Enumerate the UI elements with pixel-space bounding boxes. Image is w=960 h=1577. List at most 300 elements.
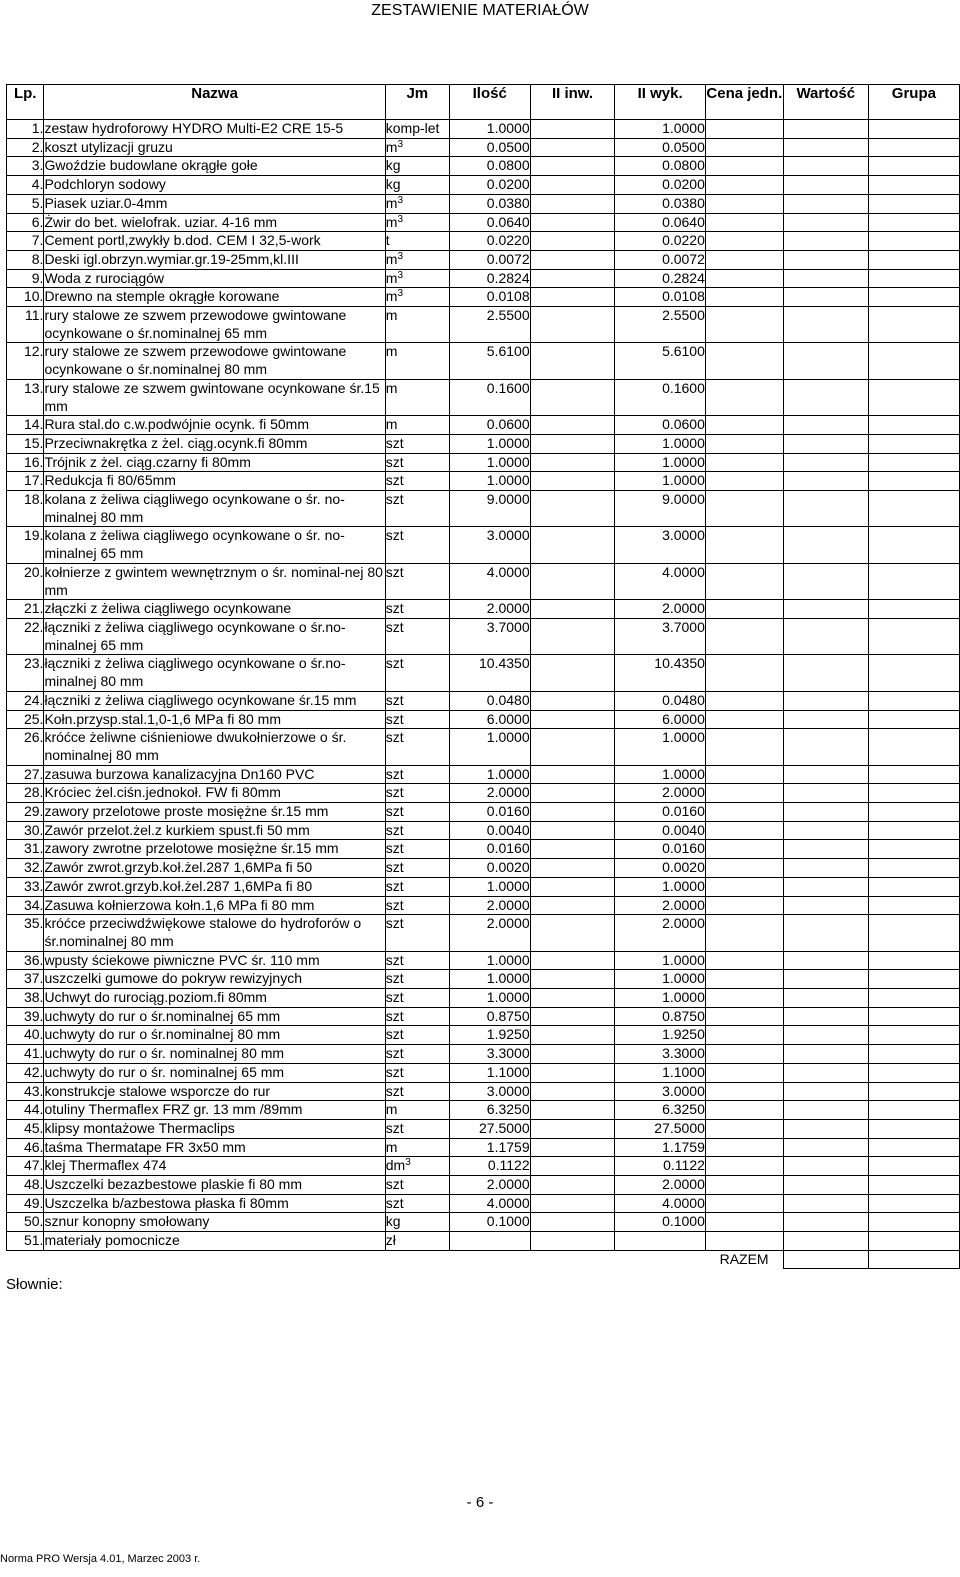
row-value — [783, 989, 868, 1008]
table-row — [7, 915, 960, 951]
table-row — [7, 655, 960, 691]
row-inw — [530, 307, 615, 343]
row-unit: $m^3$ — [385, 288, 449, 307]
total-empty-cell — [615, 1250, 705, 1268]
row-name: otuliny Thermaflex FRZ gr. 13 mm /89mm — [44, 1101, 385, 1120]
row-inw — [530, 896, 615, 915]
row-wyk: 6.3250 — [615, 1101, 705, 1120]
row-qty: 6.3250 — [449, 1101, 530, 1120]
row-price — [705, 840, 783, 859]
row-lp: 21. — [7, 600, 44, 619]
row-unit: kg — [385, 157, 449, 176]
row-group — [868, 1213, 959, 1232]
row-unit: szt — [385, 803, 449, 822]
row-group — [868, 527, 959, 563]
row-wyk: 0.0108 — [615, 288, 705, 307]
row-unit: m — [385, 416, 449, 435]
row-value — [783, 710, 868, 729]
row-value — [783, 434, 868, 453]
row-unit: szt — [385, 840, 449, 859]
row-group — [868, 120, 959, 139]
row-value — [783, 1176, 868, 1195]
row-value — [783, 138, 868, 157]
table-row — [7, 1138, 960, 1157]
row-inw — [530, 691, 615, 710]
row-value — [783, 691, 868, 710]
row-lp: 30. — [7, 821, 44, 840]
row-inw — [530, 1119, 615, 1138]
row-name: Kołn.przysp.stal.1,0-1,6 MPa fi 80 mm — [44, 710, 385, 729]
row-wyk: 0.0160 — [615, 840, 705, 859]
row-wyk: 2.5500 — [615, 307, 705, 343]
row-inw — [530, 784, 615, 803]
row-group — [868, 915, 959, 951]
row-unit: szt — [385, 821, 449, 840]
row-value — [783, 1232, 868, 1251]
row-qty — [449, 1232, 530, 1251]
row-value — [783, 343, 868, 379]
row-unit: szt — [385, 655, 449, 691]
row-qty: 9.0000 — [449, 491, 530, 527]
row-unit: kg — [385, 1213, 449, 1232]
row-value — [783, 307, 868, 343]
header-value: Wartość — [783, 85, 868, 120]
row-lp: 6. — [7, 213, 44, 232]
table-row — [7, 288, 960, 307]
table-row — [7, 840, 960, 859]
row-lp: 16. — [7, 453, 44, 472]
row-value — [783, 269, 868, 288]
row-wyk: 0.0220 — [615, 232, 705, 251]
row-price — [705, 1138, 783, 1157]
row-wyk: 1.0000 — [615, 877, 705, 896]
row-wyk: 5.6100 — [615, 343, 705, 379]
total-row — [7, 1250, 960, 1268]
row-group — [868, 250, 959, 269]
row-price — [705, 416, 783, 435]
table-row — [7, 416, 960, 435]
row-lp: 23. — [7, 655, 44, 691]
row-group — [868, 1194, 959, 1213]
row-wyk: 2.0000 — [615, 915, 705, 951]
row-value — [783, 1007, 868, 1026]
row-lp: 34. — [7, 896, 44, 915]
row-qty: 0.0020 — [449, 859, 530, 878]
row-value — [783, 120, 868, 139]
row-inw — [530, 1138, 615, 1157]
row-price — [705, 655, 783, 691]
row-inw — [530, 416, 615, 435]
row-name: koszt utylizacji gruzu — [44, 138, 385, 157]
table-row — [7, 691, 960, 710]
row-qty: 27.5000 — [449, 1119, 530, 1138]
row-price — [705, 1194, 783, 1213]
row-inw — [530, 157, 615, 176]
row-unit: szt — [385, 970, 449, 989]
row-qty: 1.0000 — [449, 877, 530, 896]
row-unit: $m^3$ — [385, 194, 449, 213]
row-lp: 42. — [7, 1063, 44, 1082]
row-wyk: 0.1000 — [615, 1213, 705, 1232]
row-lp: 33. — [7, 877, 44, 896]
row-unit: m — [385, 307, 449, 343]
row-unit: szt — [385, 877, 449, 896]
row-wyk: 2.0000 — [615, 896, 705, 915]
row-group — [868, 434, 959, 453]
row-group — [868, 563, 959, 599]
row-unit: szt — [385, 784, 449, 803]
table-row — [7, 269, 960, 288]
row-price — [705, 288, 783, 307]
row-wyk: 0.1122 — [615, 1157, 705, 1176]
row-lp: 48. — [7, 1176, 44, 1195]
row-qty: 0.0220 — [449, 232, 530, 251]
total-empty-cell — [44, 1250, 385, 1268]
row-lp: 2. — [7, 138, 44, 157]
row-lp: 36. — [7, 951, 44, 970]
row-unit: szt — [385, 765, 449, 784]
row-inw — [530, 1176, 615, 1195]
row-inw — [530, 970, 615, 989]
table-row — [7, 213, 960, 232]
row-qty: 0.0160 — [449, 803, 530, 822]
row-price — [705, 434, 783, 453]
row-lp: 9. — [7, 269, 44, 288]
row-price — [705, 970, 783, 989]
row-unit: m — [385, 343, 449, 379]
row-unit: szt — [385, 1007, 449, 1026]
row-value — [783, 784, 868, 803]
row-lp: 32. — [7, 859, 44, 878]
row-group — [868, 157, 959, 176]
row-value — [783, 1101, 868, 1120]
row-lp: 26. — [7, 729, 44, 765]
row-value — [783, 618, 868, 654]
row-group — [868, 784, 959, 803]
table-row — [7, 138, 960, 157]
table-row — [7, 1082, 960, 1101]
row-price — [705, 784, 783, 803]
row-value — [783, 250, 868, 269]
row-qty: 1.1000 — [449, 1063, 530, 1082]
row-inw — [530, 821, 615, 840]
row-value — [783, 877, 868, 896]
row-lp: 28. — [7, 784, 44, 803]
row-name: taśma Thermatape FR 3x50 mm — [44, 1138, 385, 1157]
row-wyk: 0.0380 — [615, 194, 705, 213]
row-group — [868, 691, 959, 710]
row-wyk: 0.0072 — [615, 250, 705, 269]
row-value — [783, 288, 868, 307]
row-price — [705, 951, 783, 970]
row-name: zasuwa burzowa kanalizacyjna Dn160 PVC — [44, 765, 385, 784]
razem-label: RAZEM — [719, 1250, 769, 1267]
row-lp: 37. — [7, 970, 44, 989]
row-lp: 44. — [7, 1101, 44, 1120]
row-group — [868, 1063, 959, 1082]
row-value — [783, 491, 868, 527]
row-lp: 45. — [7, 1119, 44, 1138]
row-qty: 3.3000 — [449, 1045, 530, 1064]
row-unit: komp-let — [385, 120, 449, 139]
header-inw: II inw. — [530, 85, 615, 120]
row-value — [783, 379, 868, 415]
total-empty-cell — [449, 1250, 530, 1268]
row-group — [868, 269, 959, 288]
table-row — [7, 379, 960, 415]
row-price — [705, 729, 783, 765]
row-inw — [530, 1082, 615, 1101]
row-name: uchwyty do rur o śr. nominalnej 80 mm — [44, 1045, 385, 1064]
row-qty: 0.1122 — [449, 1157, 530, 1176]
row-unit: szt — [385, 527, 449, 563]
row-wyk: 4.0000 — [615, 1194, 705, 1213]
software-footer: Norma PRO Wersja 4.01, Marzec 2003 r. — [0, 1553, 201, 1565]
row-price — [705, 1063, 783, 1082]
table-row — [7, 307, 960, 343]
row-inw — [530, 989, 615, 1008]
row-qty: 10.4350 — [449, 655, 530, 691]
row-lp: 46. — [7, 1138, 44, 1157]
row-group — [868, 896, 959, 915]
row-value — [783, 194, 868, 213]
row-name: Rura stal.do c.w.podwójnie ocynk. fi 50mm — [44, 416, 385, 435]
table-row — [7, 491, 960, 527]
row-qty: 0.1000 — [449, 1213, 530, 1232]
row-name: wpusty ściekowe piwniczne PVC śr. 110 mm — [44, 951, 385, 970]
row-name: uchwyty do rur o śr. nominalnej 65 mm — [44, 1063, 385, 1082]
row-value — [783, 472, 868, 491]
row-name: Przeciwnakrętka z żel. ciąg.ocynk.fi 80mm — [44, 434, 385, 453]
row-wyk: 1.0000 — [615, 729, 705, 765]
row-value — [783, 896, 868, 915]
row-value — [783, 527, 868, 563]
row-lp: 14. — [7, 416, 44, 435]
row-group — [868, 1007, 959, 1026]
row-value — [783, 655, 868, 691]
row-inw — [530, 1026, 615, 1045]
row-qty: 1.0000 — [449, 453, 530, 472]
row-value — [783, 1063, 868, 1082]
row-price — [705, 1026, 783, 1045]
row-value — [783, 840, 868, 859]
row-name: Piasek uziar.0-4mm — [44, 194, 385, 213]
total-group — [868, 1250, 959, 1268]
row-qty: 1.1759 — [449, 1138, 530, 1157]
row-unit: szt — [385, 989, 449, 1008]
row-inw — [530, 915, 615, 951]
row-qty: 0.8750 — [449, 1007, 530, 1026]
row-group — [868, 343, 959, 379]
row-name: złączki z żeliwa ciągliwego ocynkowane — [44, 600, 385, 619]
row-qty: 4.0000 — [449, 563, 530, 599]
row-price — [705, 1101, 783, 1120]
row-unit: szt — [385, 951, 449, 970]
row-group — [868, 655, 959, 691]
row-price — [705, 213, 783, 232]
row-unit: $m^3$ — [385, 138, 449, 157]
row-value — [783, 176, 868, 195]
row-name: uchwyty do rur o śr.nominalnej 65 mm — [44, 1007, 385, 1026]
row-group — [868, 288, 959, 307]
row-qty: 0.0040 — [449, 821, 530, 840]
row-value — [783, 157, 868, 176]
row-price — [705, 859, 783, 878]
row-name: Króciec żel.ciśn.jednokoł. FW fi 80mm — [44, 784, 385, 803]
row-wyk: 1.0000 — [615, 434, 705, 453]
row-inw — [530, 194, 615, 213]
row-qty: 2.0000 — [449, 600, 530, 619]
row-price — [705, 1176, 783, 1195]
row-lp: 13. — [7, 379, 44, 415]
row-lp: 29. — [7, 803, 44, 822]
row-name: Zawór przelot.żel.z kurkiem spust.fi 50 mm — [44, 821, 385, 840]
row-unit: $m^3$ — [385, 269, 449, 288]
table-row — [7, 176, 960, 195]
row-lp: 39. — [7, 1007, 44, 1026]
table-row — [7, 194, 960, 213]
row-value — [783, 1119, 868, 1138]
row-unit: zł — [385, 1232, 449, 1251]
table-row — [7, 1194, 960, 1213]
row-value — [783, 765, 868, 784]
row-qty: 1.0000 — [449, 729, 530, 765]
row-lp: 19. — [7, 527, 44, 563]
row-inw — [530, 765, 615, 784]
row-wyk: 0.0040 — [615, 821, 705, 840]
row-name: Zawór zwrot.grzyb.koł.żel.287 1,6MPa fi 50 — [44, 859, 385, 878]
row-price — [705, 803, 783, 822]
row-unit: szt — [385, 1063, 449, 1082]
row-group — [868, 1082, 959, 1101]
row-qty: 1.0000 — [449, 472, 530, 491]
row-name: zawory przelotowe proste mosiężne śr.15 mm — [44, 803, 385, 822]
total-value — [783, 1250, 868, 1268]
row-value — [783, 729, 868, 765]
row-inw — [530, 1213, 615, 1232]
table-row — [7, 232, 960, 251]
row-group — [868, 840, 959, 859]
row-qty: 1.0000 — [449, 951, 530, 970]
row-name: kołnierze z gwintem wewnętrznym o śr. nominal-nej 80 mm — [44, 563, 385, 599]
row-qty: 0.0600 — [449, 416, 530, 435]
row-qty: 0.0640 — [449, 213, 530, 232]
row-lp: 12. — [7, 343, 44, 379]
row-name: Żwir do bet. wielofrak. uziar. 4-16 mm — [44, 213, 385, 232]
row-wyk: 0.0800 — [615, 157, 705, 176]
row-wyk: 0.0160 — [615, 803, 705, 822]
row-group — [868, 379, 959, 415]
row-wyk: 1.0000 — [615, 472, 705, 491]
total-empty-cell — [385, 1250, 449, 1268]
row-value — [783, 600, 868, 619]
row-inw — [530, 527, 615, 563]
table-row — [7, 527, 960, 563]
table-row — [7, 1119, 960, 1138]
row-inw — [530, 655, 615, 691]
table-row — [7, 784, 960, 803]
row-wyk: 2.0000 — [615, 784, 705, 803]
row-qty: 0.2824 — [449, 269, 530, 288]
table-row — [7, 600, 960, 619]
row-group — [868, 970, 959, 989]
row-inw — [530, 840, 615, 859]
total-empty-cell — [530, 1250, 615, 1268]
row-qty: 0.0480 — [449, 691, 530, 710]
row-unit: m — [385, 379, 449, 415]
row-wyk: 3.0000 — [615, 527, 705, 563]
row-group — [868, 803, 959, 822]
row-inw — [530, 213, 615, 232]
row-value — [783, 1138, 868, 1157]
row-unit: $m^3$ — [385, 213, 449, 232]
row-name: Zasuwa kołnierzowa kołn.1,6 MPa fi 80 mm — [44, 896, 385, 915]
row-inw — [530, 288, 615, 307]
row-lp: 3. — [7, 157, 44, 176]
table-row — [7, 729, 960, 765]
row-price — [705, 915, 783, 951]
table-row — [7, 765, 960, 784]
materials-table — [6, 84, 960, 1269]
row-inw — [530, 120, 615, 139]
row-name: Gwoździe budowlane okrągłe gołe — [44, 157, 385, 176]
table-row — [7, 1213, 960, 1232]
row-name: rury stalowe ze szwem przewodowe gwintowane ocynkowane o śr.nominalnej 80 mm — [44, 343, 385, 379]
row-price — [705, 120, 783, 139]
page-number: - 6 - — [466, 1494, 494, 1511]
row-lp: 51. — [7, 1232, 44, 1251]
row-qty: 4.0000 — [449, 1194, 530, 1213]
table-row — [7, 472, 960, 491]
row-price — [705, 896, 783, 915]
row-qty: 1.0000 — [449, 970, 530, 989]
document-title: ZESTAWIENIE MATERIAŁÓW — [371, 2, 589, 19]
row-wyk: 1.1759 — [615, 1138, 705, 1157]
row-inw — [530, 803, 615, 822]
row-name: króćce żeliwne ciśnieniowe dwukołnierzowe o śr. nominalnej 80 mm — [44, 729, 385, 765]
row-group — [868, 194, 959, 213]
row-unit: szt — [385, 691, 449, 710]
row-price — [705, 453, 783, 472]
row-name: Cement portl,zwykły b.dod. CEM I 32,5-work — [44, 232, 385, 251]
table-row — [7, 1232, 960, 1251]
row-group — [868, 765, 959, 784]
row-qty: 2.5500 — [449, 307, 530, 343]
table-row — [7, 434, 960, 453]
row-price — [705, 563, 783, 599]
table-row — [7, 1101, 960, 1120]
row-wyk: 4.0000 — [615, 563, 705, 599]
row-wyk: 1.0000 — [615, 120, 705, 139]
row-price — [705, 1007, 783, 1026]
row-qty: 2.0000 — [449, 915, 530, 951]
row-name: łączniki z żeliwa ciągliwego ocynkowane śr.15 mm — [44, 691, 385, 710]
row-unit: szt — [385, 710, 449, 729]
row-group — [868, 1045, 959, 1064]
row-inw — [530, 1232, 615, 1251]
row-qty: 3.0000 — [449, 1082, 530, 1101]
row-unit: szt — [385, 1045, 449, 1064]
row-lp: 27. — [7, 765, 44, 784]
row-wyk: 0.8750 — [615, 1007, 705, 1026]
row-price — [705, 472, 783, 491]
row-price — [705, 527, 783, 563]
row-price — [705, 269, 783, 288]
table-row — [7, 970, 960, 989]
row-price — [705, 877, 783, 896]
row-group — [868, 1157, 959, 1176]
row-inw — [530, 491, 615, 527]
